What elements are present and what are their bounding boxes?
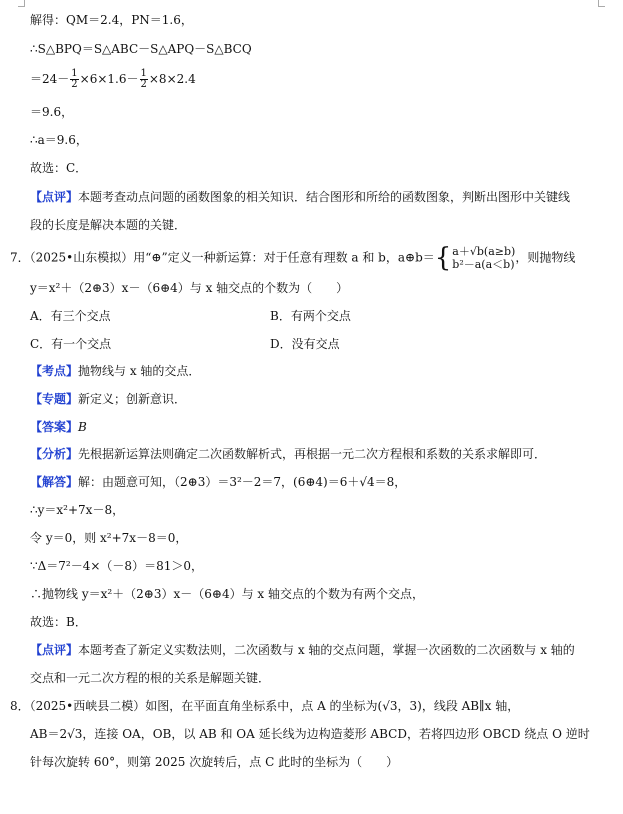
comment-line: 交点和一元二次方程的根的关系是解题关键． — [30, 671, 271, 685]
text-segment: ×6×1.6－ — [79, 72, 139, 86]
solution-line: ∴y＝x²+7x－8， — [30, 503, 125, 517]
solution-line: 令 y＝0，则 x²+7x－8＝0， — [30, 531, 188, 545]
answer-tag: 【答案】 — [30, 420, 79, 434]
comment-line — [30, 189, 570, 205]
analysis-text: 先根据新运算法则确定二次函数解析式，再根据一元二次方程根和系数的关系求解即可． — [78, 447, 547, 461]
answer-text: B — [78, 420, 87, 434]
fraction-denominator: 2 — [140, 79, 147, 90]
comment-line: 段的长度是解决本题的关键． — [30, 218, 187, 232]
solution-line: ∴S△BPQ＝S△ABC－S△APQ－S△BCQ — [30, 42, 252, 56]
text-segment: ×8×2.4 — [148, 72, 196, 86]
question-8-line: AB＝2√3，连接 OA，OB，以 AB 和 OA 延长线为边构造菱形 ABCD，若将四边形 OBCD 绕点 O 逆时 — [30, 727, 590, 741]
page-corner-mark — [598, 0, 605, 7]
fraction — [140, 69, 148, 90]
question-8-line: 8．（2025•西峡县二模）如图，在平面直角坐标系中，点 A 的坐标为(√3，3)，线段 AB∥x 轴， — [10, 699, 520, 713]
piecewise-definition — [452, 245, 515, 271]
comment-text: 本题考查了新定义实数法则，二次函数与 x 轴的交点问题，掌握一次函数的二次函数与 x 轴的 — [78, 643, 575, 657]
solution-line: 故选：C． — [30, 161, 88, 175]
analysis-tag: 【分析】 — [30, 447, 79, 461]
topic-tag: 【专题】 — [30, 392, 79, 406]
option-a[interactable]: A．有三个交点 — [30, 309, 111, 323]
solution-line: 故选：B． — [30, 615, 87, 629]
brace-symbol: { — [434, 243, 452, 273]
question-7-stem — [10, 245, 575, 271]
solution-text: 解：由题意可知，（2⊕3）＝3²－2＝7，(6⊕4)＝6＋√4＝8， — [78, 475, 407, 489]
topic-text: 新定义；创新意识． — [78, 392, 187, 406]
text-segment: 7．（2025•山东模拟）用“⊕”定义一种新运算：对于任意有理数 a 和 b，a⊕b＝ — [10, 250, 435, 265]
solution-start — [30, 474, 406, 490]
solution-line: 解得：QM＝2.4，PN＝1.6， — [30, 13, 193, 27]
knowledge-tag: 【考点】 — [30, 364, 79, 378]
option-d[interactable]: D．没有交点 — [270, 337, 340, 351]
question-7-line: y＝x²＋（2⊕3）x－（6⊕4）与 x 轴交点的个数为（ ） — [30, 281, 349, 295]
solution-line: ∵Δ＝7²－4×（－8）＝81＞0， — [30, 559, 203, 573]
page-corner-mark — [18, 0, 25, 7]
topic — [30, 391, 186, 407]
comment-tag: 【点评】 — [30, 190, 79, 204]
option-b[interactable]: B．有两个交点 — [270, 309, 351, 323]
question-8-line: 针每次旋转 60°，则第 2025 次旋转后，点 C 此时的坐标为（ ） — [30, 755, 399, 769]
option-c[interactable]: C．有一个交点 — [30, 337, 112, 351]
answer — [30, 419, 87, 435]
fraction-denominator: 2 — [71, 79, 78, 90]
text-segment: ，则抛物线 — [515, 250, 576, 265]
analysis — [30, 446, 546, 462]
knowledge-text: 抛物线与 x 轴的交点． — [78, 364, 201, 378]
solution-line: ∴a＝9.6， — [30, 133, 88, 147]
piecewise-case: a＋√b(a≥b) — [452, 245, 516, 258]
solution-line: ∴抛物线 y＝x²＋（2⊕3）x－（6⊕4）与 x 轴交点的个数为有两个交点， — [30, 587, 424, 601]
knowledge-point — [30, 363, 200, 379]
fraction-numerator: 1 — [71, 68, 78, 79]
solution-line: ＝9.6， — [30, 105, 74, 119]
comment-line — [30, 642, 575, 658]
text-segment: ＝24－ — [30, 72, 70, 86]
fraction-numerator: 1 — [140, 68, 147, 79]
comment-tag: 【点评】 — [30, 643, 79, 657]
comment-text: 本题考查动点问题的函数图象的相关知识．结合图形和所给的函数图象，判断出图形中关键线 — [78, 190, 571, 204]
solution-fraction-line — [30, 69, 196, 90]
piecewise-case: b²－a(a＜b) — [452, 258, 515, 271]
fraction — [70, 69, 78, 90]
solution-tag: 【解答】 — [30, 475, 79, 489]
